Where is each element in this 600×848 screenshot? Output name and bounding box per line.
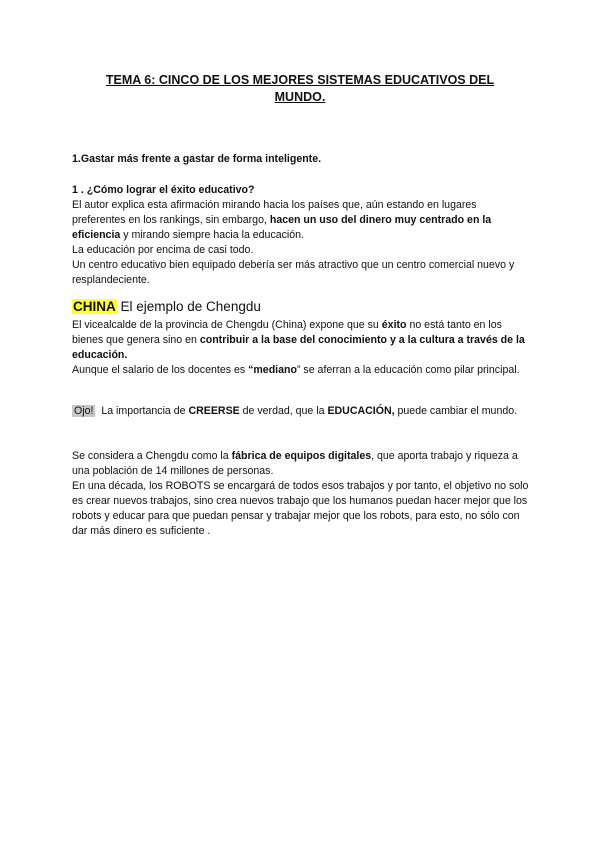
china-heading — [72, 298, 261, 316]
title-line-1: TEMA 6: CINCO DE LOS MEJORES SISTEMAS EDUCATIVOS DEL — [105, 73, 495, 87]
text-run: Se considera a Chengdu como la — [72, 450, 232, 462]
chengdu-section — [72, 449, 532, 539]
ojo-note — [72, 404, 532, 419]
text-run: de verdad, que la — [239, 405, 328, 417]
china-section — [72, 318, 532, 378]
bold-run: CREERSE — [188, 405, 240, 417]
paragraph-digital-factory — [72, 449, 532, 479]
text-run: Aunque el salario de los docentes es — [72, 364, 249, 376]
bold-run: contribuir a la base del conocimiento y a la cultura a través de la educación. — [72, 334, 525, 361]
bold-run: EDUCACIÓN, — [327, 405, 395, 417]
paragraph-salary — [72, 363, 532, 378]
section-heading-1: 1.Gastar más frente a gastar de forma inteligente. — [72, 153, 322, 165]
document-title — [80, 72, 520, 106]
ojo-highlight: Ojo! — [74, 405, 94, 417]
subsection-heading: 1 . ¿Cómo lograr el éxito educativo? — [72, 184, 255, 196]
bold-run: “mediano — [248, 364, 297, 376]
text-run: El autor explica esta afirmación mirando hacia los países que, aún estando en lugares preferentes en los rankings, sin embargo, — [72, 199, 477, 226]
text-run: no está tanto en los bienes que genera sino en — [72, 319, 502, 346]
subsection-1 — [72, 183, 532, 288]
text-run: La importancia de — [95, 405, 189, 417]
paragraph-education-first: La educación por encima de casi todo. — [72, 244, 254, 256]
china-subtitle: El ejemplo de Chengdu — [116, 299, 261, 314]
text-run: , que aporta trabajo y riqueza a una población de 14 millones de personas. — [72, 450, 518, 477]
paragraph-efficiency — [72, 198, 532, 243]
text-run: puede cambiar el mundo. — [394, 405, 518, 417]
bold-run: fábrica de equipos digitales — [231, 450, 372, 462]
bold-run: éxito — [381, 319, 407, 331]
paragraph-equipped-center: Un centro educativo bien equipado debería ser más atractivo que un centro comercial nuevo y resplandeciente. — [72, 259, 515, 286]
text-run: ” se aferran a la educación como pilar principal. — [296, 364, 520, 376]
paragraph-robots: En una década, los ROBOTS se encargará de todos esos trabajos y por tanto, el objetivo no solo es crear nuevos trabajos, sino crea nuevos trabajo que los humanos puedan hacer mejor que los robots y educar para que puedan pensar y trabajar mejor que los robots, para esto, no sólo con dar más dinero es suficiente . — [72, 480, 529, 537]
text-run: El vicealcalde de la provincia de Chengdu (China) expone que su — [72, 319, 382, 331]
text-run: y mirando siempre hacia la educación. — [120, 229, 305, 241]
title-line-2: MUNDO. — [274, 90, 326, 104]
paragraph-vicealcalde — [72, 318, 532, 363]
bold-run: hacen un uso del dinero muy centrado en la eficiencia — [72, 214, 492, 241]
china-highlight: CHINA — [73, 299, 116, 314]
